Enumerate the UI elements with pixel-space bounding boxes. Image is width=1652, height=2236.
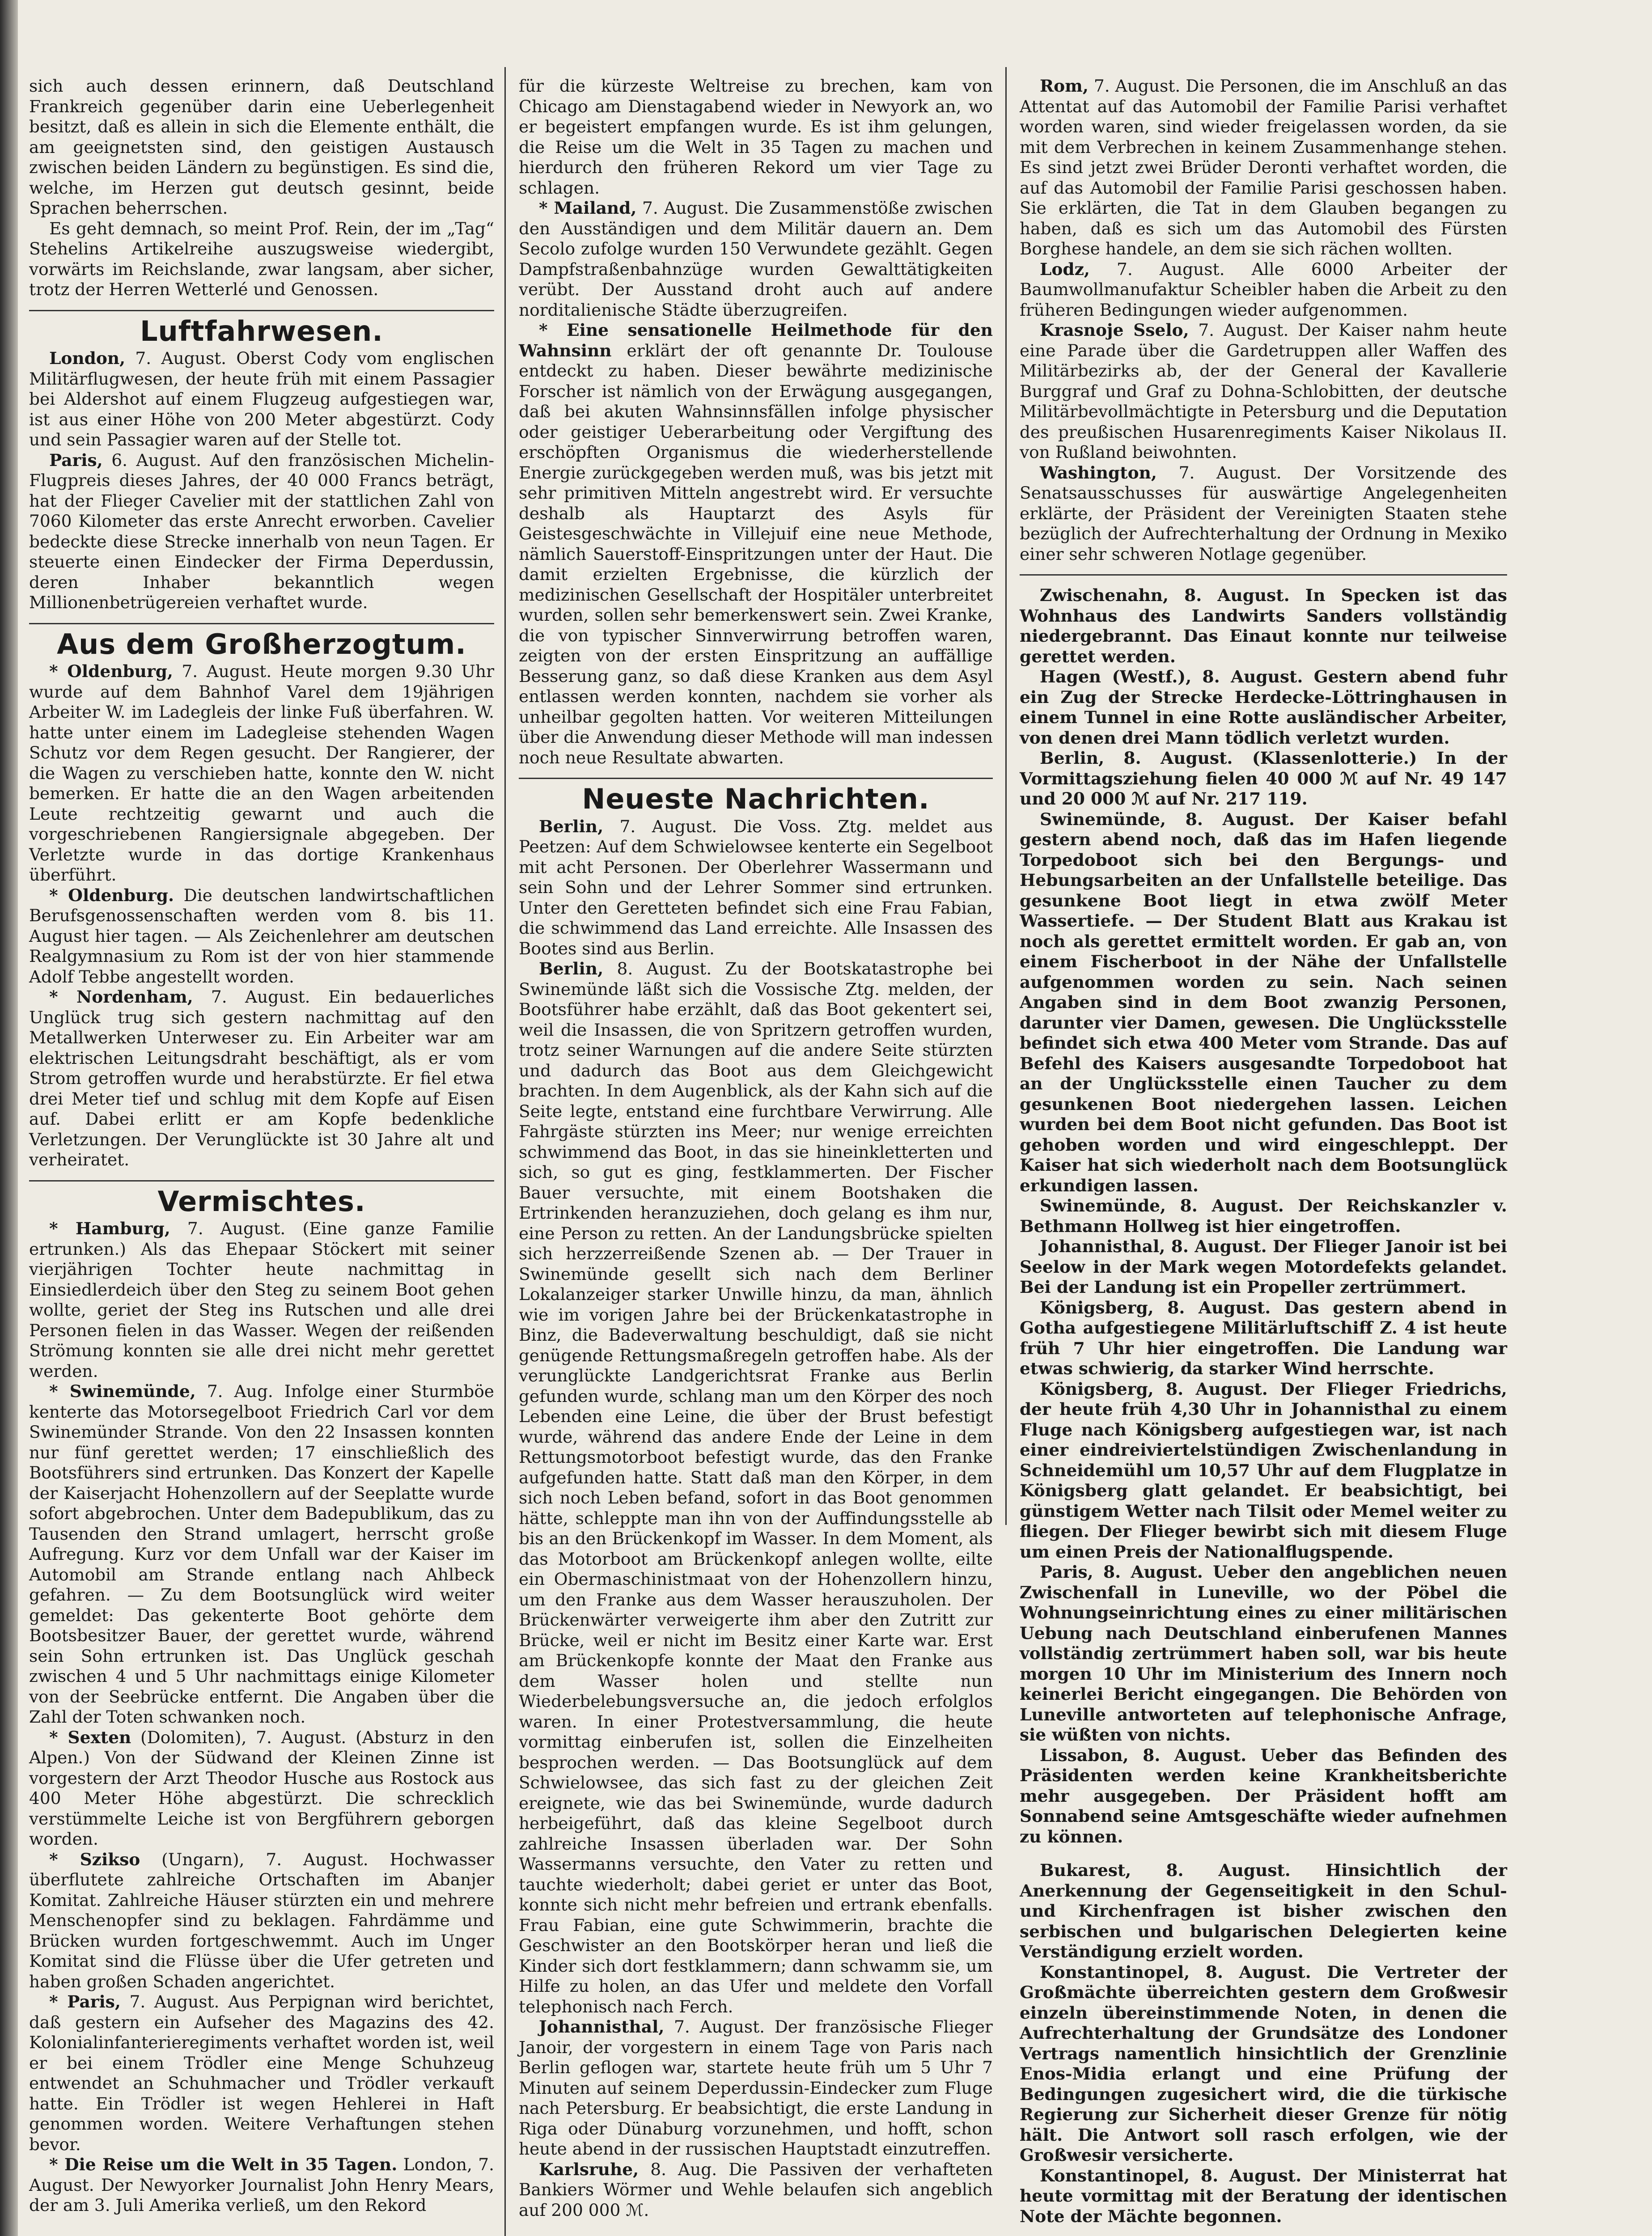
item-text: 8. August. Ueber den angeblichen neuen Zwischenfall in Luneville, wo der Pöbel die Wohnungseinrichtung eines zu einer militärischen Uebung nach Deutschland einberufenen Mannes vollständig zertrümmert haben soll, war bis heute morgen 10 Uhr im Ministerium des Innern noch keinerlei Bericht eingegangen. Die Behörden von Luneville antworteten auf telephonische Anfrage, sie wüßten von nichts. [1020, 1562, 1507, 1745]
news-item [1020, 2166, 1507, 2227]
section-body [519, 817, 993, 2221]
item-text: 7. August. Oberst Cody vom englischen Militärflugwesen, der heute früh mit einem Passagier bei Aldershot auf einem Flugzeug aufgestiegen war, ist aus einer Höhe von 200 Meter abgestürzt. Cody und sein Passagier waren auf der Stelle tot. [29, 348, 494, 449]
item-text: 7. August. Die Voss. Ztg. meldet aus Peetzen: Auf dem Schwielowsee kenterte ein Segelboot mit acht Personen. Der Oberlehrer Wassermann und sein Sohn und der Lehrer Sommer sind ertrunken. Unter den Geretteten befindet sich eine Frau Fabian, die schwimmend das Land erreichte. Alle Insassen des Bootes sind aus Berlin. [519, 816, 993, 958]
news-item [1020, 1562, 1507, 1745]
item-text: 8. August. (Klassenlotterie.) In der Vormittagsziehung fielen 40 000 ℳ auf Nr. 49 147 und 20 000 ℳ auf Nr. 217 119. [1020, 748, 1507, 809]
news-item [1020, 1237, 1507, 1298]
dateline: Konstantinopel, [1040, 1962, 1190, 1982]
intro-paragraph: Es geht demnach, so meint Prof. Rein, der im „Tag“ Stehelins Artikelreihe auszugsweise wiedergibt, vorwärts im Reichslande, zwar langsam, aber sicher, trotz der Herren Wetterlé und Genossen. [29, 218, 494, 299]
item-text: 7. August. Heute morgen 9.30 Uhr wurde auf dem Bahnhof Varel dem 19jährigen Arbeiter W. im Ladegleis der linke Fuß überfahren. W. hatte unter einem im Ladegleise stehenden Wagen Schutz vor dem Regen gesucht. Der Rangierer, der die Wagen zu verschieben hatte, konnte den W. nicht bemerken. Er hatte die an den Wagen arbeitenden Leute rechtzeitig gewarnt und auch die vorgeschriebenen Rangiersignale abgegeben. Der Verletzte wurde in das dortige Krankenhaus überführt. [29, 661, 494, 885]
item-text: 8. August. Zu der Bootskatastrophe bei Swinemünde läßt sich die Vossische Ztg. melden, der Bootsführer habe erzählt, daß das Boot gekentert sei, weil die Insassen, die von Spritzern getroffen wurden, trotz seiner Warnungen auf die andere Seite stürzten und dadurch das Boot aus dem Gleichgewicht brachten. In dem Augenblick, als der Kahn sich auf die Seite legte, entstand eine furchtbare Verwirrung. Alle Fahrgäste stürzten ins Meer; nur wenige erreichten schwimmend das Boot, in das sie hineinkletterten und sich, so gut es ging, festklammerten. Der Fischer Bauer versuchte, mit einem Bootshaken die Ertrinkenden heranzuziehen, doch gelang es ihm nur, eine Person zu retten. An der Landungsbrücke spielten sich herzzerreißende Szenen ab. — Der Trauer in Swinemünde gesellt sich nach dem Berliner Lokalanzeiger starker Unwille hinzu, da man, ähnlich wie im vorigen Jahre bei der Brückenkatastrophe in Binz, die Badeverwaltung beschuldigt, daß sie nicht genügende Rettungsmaßregeln getroffen habe. Als der verunglückte Landgerichtsrat Franke aus Berlin gefunden wurde, schlang man um den Körper des noch Lebenden eine Leine, die über der Brust befestigt wurde, während das andere Ende der Leine in dem Rettungsmotorboot befestigt wurde, das den Franke aufgefunden hatte. Statt daß man den Körper, in dem sich noch Leben befand, sofort in das Boot genommen hätte, schleppte man ihn von der Auffindungsstelle ab bis an den Brückenkopf im Wasser. In dem Moment, als das Motorboot am Brückenkopf anlegen wollte, eilte ein Obermaschinistmaat von der Hohenzollern hinzu, um den Franke aus dem Wasser herauszuholen. Der Brückenwärter verweigerte ihm aber den Zutritt zur Brücke, weil er nicht im Besitz einer Karte war. Erst am Brückenkopfe konnte der Maat den Franke aus dem Wasser holen und stellte nun Wiederbelebungsversuche an, die jedoch erfolglos waren. In einer Protestversammlung, die heute vormittag einberufen ist, sollen die Einzelheiten besprochen werden. — Das Bootsunglück auf dem Schwielowsee, das sich fast zu der gleichen Zeit ereignete, wie das bei Swinemünde, wurde dadurch herbeigeführt, daß das kleine Segelboot durch zahlreiche Insassen überladen war. Der Sohn Wassermanns versuchte, den Vater zu retten und tauchte wiederholt; dabei geriet er unter das Boot, konnte sich nicht mehr befreien und ertrank ebenfalls. Frau Fabian, eine gute Schwimmerin, brachte die Geschwister an den Bootskörper heran und ließ die Kinder sich dort festklammern; dann schwamm sie, um Hilfe zu holen, an das Ufer und meldete den Vorfall telephonisch nach Ferch. [519, 959, 993, 2016]
news-item [519, 2017, 993, 2160]
dateline: Paris, [49, 450, 103, 470]
dateline: Washington, [1040, 462, 1157, 483]
section-divider [29, 310, 494, 311]
section-divider [29, 1180, 494, 1182]
dateline: Swinemünde, [1040, 809, 1166, 829]
section-body [519, 198, 993, 768]
dateline: Swinemünde, [1040, 1196, 1166, 1215]
item-text: 7. August. (Eine ganze Familie ertrunken.) Als das Ehepaar Stöckert mit seiner vierjährigen Tochter heute nachmittag in Einsiedlerdeich über den Steg zu seinem Boot gehen wollte, geriet der Steg ins Rutschen und alle drei Personen fielen in das Wasser. Wegen der reißenden Strömung konnten sie alle drei nicht mehr gerettet werden. [29, 1219, 494, 1381]
news-item [519, 817, 993, 959]
dateline: * Oldenburg, [49, 661, 173, 681]
item-text: 7. August. Der Vorsitzende des Senatsausschusses für auswärtige Angelegenheiten erklärte, der Präsident der Vereinigten Staaten stehe bezüglich der Aufrechterhaltung der Ordnung in Mexiko einer sehr schweren Notlage gegenüber. [1020, 462, 1507, 564]
column-rule-1 [504, 67, 506, 2236]
news-item [1020, 667, 1507, 748]
dateline: Johannisthal, [539, 2017, 665, 2037]
news-item [1020, 76, 1507, 259]
item-text: 8. August. Hinsichtlich der Anerkennung der Gegenseitigkeit in den Schul- und Kirchenfragen ist bisher zwischen den serbischen und bulgarischen Delegierten keine Verständigung erzielt worden. [1020, 1860, 1507, 1961]
news-item [29, 2155, 494, 2216]
news-item [1020, 320, 1507, 463]
dateline: Karlsruhe, [539, 2159, 639, 2179]
dateline: Paris, [1040, 1562, 1093, 1582]
column-3 [1020, 76, 1507, 2236]
item-text: 8. August. Ueber das Befinden des Präsidenten werden keine Krankheitsberichte mehr ausgegeben. Der Präsident hofft am Sonnabend seine Amtsgeschäfte wieder aufnehmen zu können. [1020, 1745, 1507, 1846]
item-text: Die deutschen landwirtschaftlichen Berufsgenossenschaften werden vom 8. bis 11. August hier tagen. — Als Zeichenlehrer am deutschen Realgymnasium zu Rom ist der von hier stammende Adolf Tebbe angestellt worden. [29, 885, 494, 987]
dateline: Berlin, [1040, 748, 1105, 768]
dateline: * Sexten [49, 1727, 131, 1747]
item-text: 7. August. Aus Perpignan wird berichtet, daß gestern ein Aufseher des Magazins des 42. Kolonialinfanterieregiments verhaftet worden ist, weil er bei einem Trödler eine Menge Schuhzeug entwendet an Schuhmacher und Trödler verkauft hatte. Ein Trödler ist wegen Hehlerei in Haft genommen worden. Weitere Verhaftungen stehen bevor. [29, 1992, 494, 2154]
news-item [29, 987, 494, 1170]
item-text: 8. August. Der Kaiser befahl gestern abend noch, daß das im Hafen liegende Torpedoboot sich bei den Bergungs- und Hebungsarbeiten an der Unfallstelle beteilige. Das gesunkene Boot liegt in etwa zwölf Meter Wassertiefe. — Der Student Blatt aus Krakau ist noch als gerettet ermittelt worden. Er gab an, von einem Fischerboot in der Nähe der Unfallstelle aufgenommen worden zu sein. Nach seinen Angaben sind in dem Boot zwanzig Personen, darunter vier Damen, gewesen. Die Unglücksstelle befindet sich etwa 400 Meter vom Strande. Das auf Befehl des Kaisers ausgesandte Torpedoboot hat an der Unglücksstelle einen Taucher zu dem gesunkenen Boot niedergehen lassen. Leichen wurden bei dem Boot nicht gefunden. Das Boot ist gehoben worden und wird eingeschleppt. Der Kaiser hat sich wiederholt nach dem Bootsunglück erkundigen lassen. [1020, 809, 1507, 1195]
column-1 [29, 76, 494, 2216]
news-item [29, 1219, 494, 1381]
news-item [1020, 585, 1507, 667]
item-text: 6. August. Auf den französischen Michelin-Flugpreis dieses Jahres, der 40 000 Francs beträgt, hat der Flieger Cavelier mit der stattlichen Zahl von 7060 Kilometer das erste Anrecht erworben. Cavelier bedeckte diese Strecke innerhalb von neun Tagen. Er steuerte einen Eindecker der Firma Deperdussin, deren Inhaber bekanntlich wegen Millionenbetrügereien verhaftet wurde. [29, 450, 494, 612]
news-item [29, 450, 494, 613]
dateline: Krasnoje Sselo, [1040, 320, 1189, 340]
item-text: 8. Aug. Die Passiven der verhafteten Bankiers Wörmer und Wehle belaufen sich angeblich auf 200 000 ℳ. [519, 2159, 993, 2220]
item-text: 8. August. Der Flieger Janoir ist bei Seelow in der Mark wegen Motordefekts gelandet. Bei der Landung ist ein Propeller zertrümmert. [1020, 1237, 1507, 1297]
news-item [1020, 1745, 1507, 1847]
dateline: Johannisthal, [1040, 1237, 1165, 1256]
item-text: 8. August. Der Reichskanzler v. Bethmann Hollweg ist hier eingetroffen. [1020, 1196, 1507, 1236]
item-text: 7. August. Der Kaiser nahm heute eine Parade über die Gardetruppen aller Waffen des Militärbezirks ab, der der General der Kavallerie Burggraf und Graf zu Dohna-Schlobitten, der deutsche Militärbevollmächtigte in Petersburg und die Deputation des preußischen Husarenregiments Kaiser Nikolaus II. von Rußland beiwohnten. [1020, 320, 1507, 462]
news-item [1020, 1962, 1507, 2166]
section-divider [29, 623, 494, 624]
news-item [519, 198, 993, 320]
item-text: (Ungarn), 7. August. Hochwasser überflutete zahlreiche Ortschaften im Abanjer Komitat. Zahlreiche Häuser stürzten ein und mehrere Menschenopfer sind zu beklagen. Fahrdämme und Brücken wurden fortgeschwemmt. Auch im Unger Komitat sind die Flüsse über die Ufer getreten und haben großen Schaden angerichtet. [29, 1849, 494, 1991]
section-heading: Neueste Nachrichten. [582, 783, 930, 815]
item-text: 7. August. Der französische Flieger Janoir, der vorgestern in einem Tage von Paris nach Berlin geflogen war, startete heute früh um 5 Uhr 7 Minuten auf seinem Deperdussin-Eindecker zum Fluge nach Petersburg. Er beabsichtigt, die erste Landung in Riga oder Dünaburg vorzunehmen, und hofft, schon heute abend in der russischen Hauptstadt einzutreffen. [519, 2017, 993, 2159]
news-item [519, 959, 993, 2017]
item-text: erklärt der oft genannte Dr. Toulouse entdeckt zu haben. Dieser bewährte medizinische Forscher ist nämlich von der Erwägung ausgegangen, daß bei akuten Wahnsinnsfällen infolge physischer oder geistiger Ueberarbeitung oder Vergiftung des erschöpften Organismus die wiederherstellende Energie zurückgegeben werden muß, was bis jetzt mit sehr primitiven Mitteln angestrebt wird. Er versuchte deshalb als Hauptarzt des Asyls für Geistesgeschwächte in Villejuif eine neue Methode, nämlich Sauerstoff-Einspritzungen unter der Haut. Die damit erzielten Ergebnisse, die kürzlich der medizinischen Gesellschaft der Hospitäler unterbreitet wurden, sollen sehr bemerkenswert sein. Zwei Kranke, die von typischer Sinnverwirrung betroffen waren, zeigten von der ersten Einspritzung an auffällige Besserung ganz, so daß diese Kranken aus dem Asyl entlassen werden konnten, nachdem sie vorher als unheilbar gegolten hatten. Vor weiteren Mitteilungen über die Anwendung dieser Methode will man indessen noch neue Resultate abwarten. [519, 340, 993, 767]
news-item [1020, 809, 1507, 1196]
item-text: 8. August. Der Flieger Friedrichs, der heute früh 4,30 Uhr in Johannisthal zu einem Fluge nach Königsberg aufgestiegen war, ist nach einer eindreiviertelstündigen Zwischenlandung in Schneidemühl um 10,57 Uhr auf dem Flugplatze in Königsberg glatt gelandet. Er beabsichtigt, bei günstigem Wetter nach Tilsit oder Memel weiter zu fliegen. Der Flieger bewirbt sich mit diesem Fluge um einen Preis der Nationalflugspende. [1020, 1379, 1507, 1562]
news-item [1020, 1298, 1507, 1379]
dateline: * Swinemünde, [49, 1381, 196, 1401]
column-rule-2 [1005, 67, 1007, 1525]
section-divider [1020, 574, 1507, 576]
dateline: * Die Reise um die Welt in 35 Tagen. [49, 2155, 398, 2174]
dateline: Rom, [1040, 76, 1089, 96]
section-body [29, 348, 494, 613]
section-body [1020, 76, 1507, 564]
news-item [29, 1850, 494, 1992]
news-item [29, 1992, 494, 2155]
item-text: 7. August. Die Personen, die im Anschluß an das Attentat auf das Automobil der Familie Parisi verhaftet worden waren, sind wieder freigelassen worden, da sie mit dem Verbrechen in keinem Zusammenhange stehen. Es sind jetzt zwei Brüder Deronti verhaftet worden, die auf das Automobil der Familie Parisi geschossen haben. Sie erklärten, die Tat in dem Glauben begangen zu haben, daß es sich um das Automobil des Fürsten Borghese handele, an dem sie sich rächen wollten. [1020, 76, 1507, 258]
news-item [1020, 1860, 1507, 1962]
item-text: 7. August. Die Zusammenstöße zwischen den Ausständigen und dem Militär dauern an. Dem Secolo zufolge wurden 150 Verwundete gezählt. Gegen Dampfstraßenbahnzüge wurden Gewalttätigkeiten verübt. Der Ausstand droht auch auf andere norditalienische Städte überzugreifen. [519, 198, 993, 320]
dateline: Bukarest, [1040, 1860, 1131, 1880]
item-text: 8. August. Das gestern abend in Gotha aufgestiegene Militärluftschiff Z. 4 ist heute früh 7 Uhr hier eingetroffen. Die Landung war etwas schwierig, da starker Wind herrschte. [1020, 1297, 1507, 1378]
section-heading: Vermischtes. [157, 1185, 366, 1218]
continued-paragraph: für die kürzeste Weltreise zu brechen, kam von Chicago am Dienstagabend wieder in Newyork an, wo er begeistert empfangen wurde. Es ist ihm gelungen, die Reise um die Welt in 35 Tagen zu machen und hierdurch den früheren Rekord um vier Tage zu schlagen. [519, 76, 993, 198]
dateline: Königsberg, [1040, 1379, 1154, 1399]
news-item [29, 1728, 494, 1850]
item-text: (Dolomiten), 7. August. (Absturz in den Alpen.) Von der Südwand der Kleinen Zinne ist vorgestern der Arzt Theodor Husche aus Rostock aus 400 Meter Höhe abgestürzt. Die schrecklich verstümmelte Leiche ist von Bergführern geborgen worden. [29, 1727, 494, 1849]
dateline: London, [49, 348, 126, 368]
dateline: Hagen (Westf.), [1040, 667, 1192, 686]
section-body [1020, 585, 1507, 1847]
intro-paragraph: sich auch dessen erinnern, daß Deutschland Frankreich gegenüber darin eine Ueberlegenheit besitzt, daß es allein in sich die Elemente enthält, die am geeignetsten sind, den geistigen Austausch zwischen beiden Ländern zu begünstigen. Es sind die, welche, im Herzen gut deutsch gesinnt, beide Sprachen beherrschen. [29, 76, 494, 218]
news-item [1020, 259, 1507, 321]
item-text: London, 7. August. Der Newyorker Journalist John Henry Mears, der am 3. Juli Amerika verließ, um den Rekord [29, 2155, 494, 2215]
dateline: Berlin, [539, 816, 604, 836]
section-body [29, 1219, 494, 2216]
item-text: 7. August. Alle 6000 Arbeiter der Baumwollmanufaktur Scheibler haben die Arbeit zu den früheren Bedingungen wieder aufgenommen. [1020, 259, 1507, 320]
dateline: Berlin, [539, 959, 604, 978]
news-item [29, 661, 494, 885]
section-body [29, 661, 494, 1170]
section-body [1020, 1860, 1507, 2227]
section-heading: Luftfahrwesen. [140, 314, 383, 347]
dateline: * Oldenburg. [49, 885, 174, 905]
news-item [519, 320, 993, 768]
dateline: Konstantinopel, [1040, 2165, 1190, 2185]
news-item [29, 348, 494, 450]
dateline: * Mailand, [539, 198, 637, 218]
dateline: Zwischenahn, [1040, 585, 1169, 605]
item-text: 8. August. Der Ministerrat hat heute vormittag mit der Beratung der identischen Note der Mächte begonnen. [1020, 2165, 1507, 2226]
news-item [29, 1381, 494, 1728]
item-text: 8. August. Gestern abend fuhr ein Zug der Strecke Herdecke-Löttringhausen in einem Tunnel in eine Rotte ausländischer Arbeiter, von denen drei Mann tödlich verletzt wurden. [1020, 667, 1507, 748]
news-item [29, 885, 494, 987]
news-item [1020, 1196, 1507, 1237]
page-edge-shadow [0, 0, 18, 2236]
news-item [519, 2160, 993, 2221]
dateline: Lodz, [1040, 259, 1090, 279]
dateline: * Paris, [49, 1992, 121, 2012]
news-item [1020, 748, 1507, 809]
dateline: * Eine sensationelle Heilmethode für den Wahnsinn [519, 320, 993, 360]
dateline: * Nordenham, [49, 987, 193, 1007]
news-item [1020, 463, 1507, 565]
dateline: * Hamburg, [49, 1219, 170, 1238]
item-text: 8. August. Die Vertreter der Großmächte überreichten gestern dem Großwesir einzeln übereinstimmende Noten, in denen die Aufrechterhaltung der Grundsätze des Londoner Vertrags namentlich hinsichtlich der Grenzlinie Enos-Midia erlangt und eine Prüfung der Bedingungen zugesichert wird, die die türkische Regierung zur Sicherheit dieser Grenze für nötig hält. Die Antwort soll rasch erfolgen, wie der Großwesir versicherte. [1020, 1962, 1507, 2165]
item-text: 7. Aug. Infolge einer Sturmböe kenterte das Motorsegelboot Friedrich Carl vor dem Swinemünder Strande. Von den 22 Insassen konnten nur fünf gerettet werden; 17 einschließlich des Bootsführers sind ertrunken. Das Konzert der Kapelle der Kaiserjacht Hohenzollern auf der Seeplatte wurde sofort abgebrochen. Unter dem Badepublikum, das zu Tausenden den Strand umlagert, herrscht große Aufregung. Kurz vor dem Unfall war der Kaiser im Automobil am Strande entlang nach Ahlbeck gefahren. — Zu dem Bootsunglück wird weiter gemeldet: Das gekenterte Boot gehörte dem Bootsbesitzer Bauer, der gerettet wurde, während sein Sohn ertrunken ist. Das Unglück geschah zwischen 4 und 5 Uhr nachmittags einige Kilometer von der Seebrücke entfernt. Die Angaben über die Zahl der Toten schwanken noch. [29, 1381, 494, 1727]
item-text: 8. August. In Specken ist das Wohnhaus des Landwirts Sanders vollständig niedergebrannt. Das Einaut konnte nur teilweise gerettet werden. [1020, 585, 1507, 666]
item-text: 7. August. Ein bedauerliches Unglück trug sich gestern nachmittag auf den Metallwerken Unterweser zu. Ein Arbeiter war am elektrischen Leitungsdraht beschäftigt, als er vom Strom getroffen wurde und herabstürzte. Er fiel etwa drei Meter tief und schlug mit dem Kopfe auf Eisen auf. Dabei erlitt er am Kopfe bedenkliche Verletzungen. Der Verunglückte ist 30 Jahre alt und verheiratet. [29, 987, 494, 1169]
section-heading: Aus dem Großherzogtum. [57, 627, 466, 661]
news-item [1020, 1379, 1507, 1563]
dateline: Königsberg, [1040, 1297, 1154, 1317]
column-2 [519, 76, 993, 2220]
dateline: Lissabon, [1040, 1745, 1129, 1765]
section-divider [519, 778, 993, 779]
dateline: * Szikso [49, 1849, 140, 1869]
